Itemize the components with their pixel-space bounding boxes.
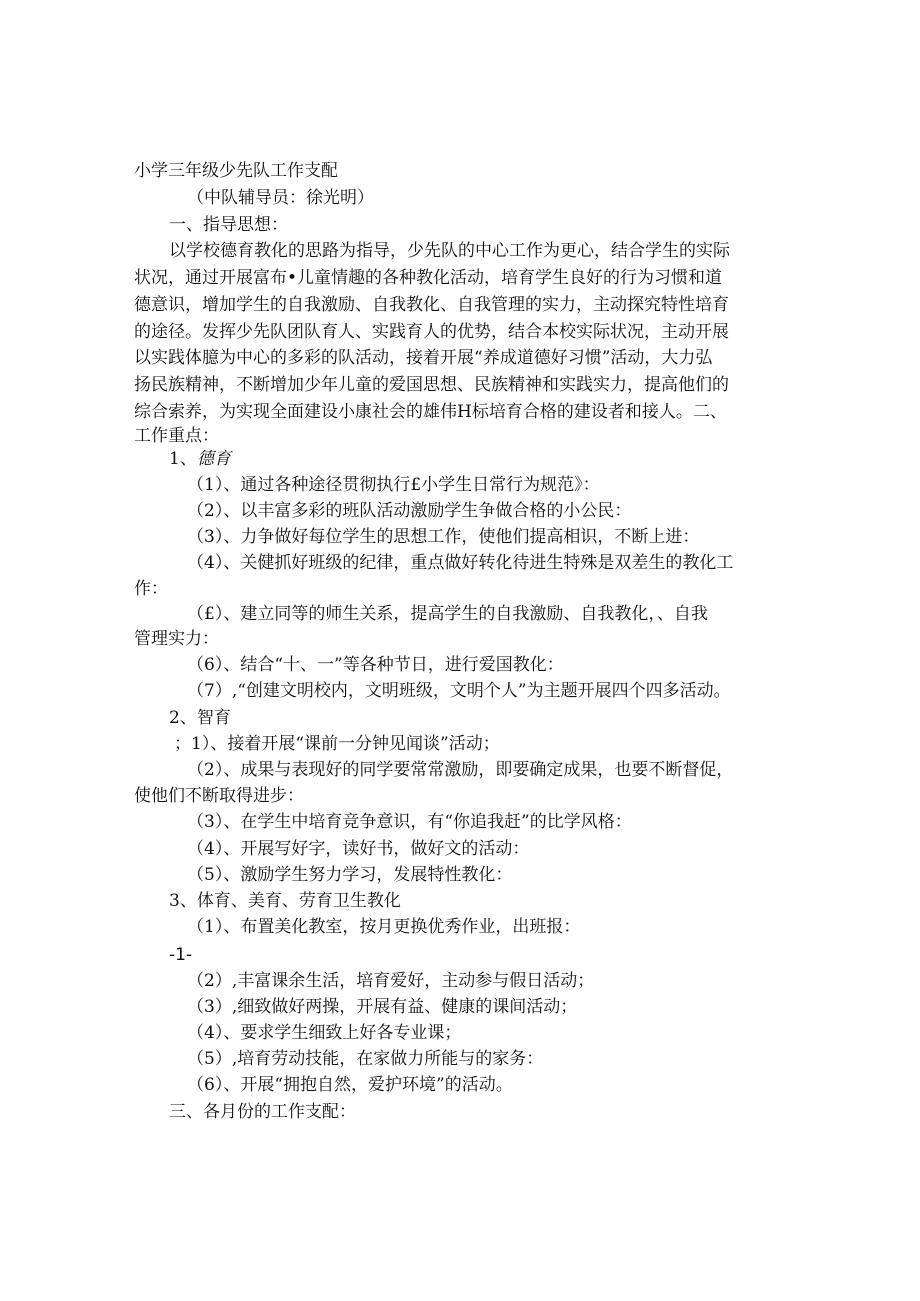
paragraph-line: 扬民族精神，不断增加少年儿童的爱国思想、民族精神和实践实力，提高他们的: [134, 375, 729, 395]
author-line: （中队辅导员：徐光明）: [187, 188, 374, 208]
moral-heading: [169, 448, 231, 470]
paragraph-line: 工作重点：: [134, 426, 219, 446]
list-item: （7）,“创建文明校内，文明班级，文明个人”为主题开展四个四多活动。: [187, 681, 731, 701]
paragraph-line: 的途径。发挥少先队团队育人、实践育人的优势，结合本校实际状况，主动开展: [134, 322, 729, 342]
intellect-heading: 2、智育: [169, 708, 231, 728]
list-item: （6）、开展“拥抱自然，爱护环境”的活动。: [187, 1075, 513, 1095]
list-item: （3）、力争做好每位学生的思想工作，使他们提高相识，不断上进：: [187, 527, 700, 547]
list-item-continuation: 管理实力：: [134, 629, 219, 649]
page-number: -1-: [169, 945, 193, 965]
list-item: （£）、建立同等的师生关系，提高学生的自我激励、自我教化，、自我: [187, 604, 708, 624]
list-item: （4）、开展写好字，读好书，做好文的活动：: [187, 839, 530, 859]
paragraph-line: 状况，通过开展富布•儿童情趣的各种教化活动，培育学生良好的行为习惯和道: [134, 268, 723, 288]
list-item: （2）、以丰富多彩的班队活动激励学生争做合格的小公民：: [187, 501, 632, 521]
paragraph-line: 德意识，增加学生的自我激励、自我教化、自我管理的实力，主动探究特性培育: [134, 295, 729, 315]
paragraph-line: 以学校德育教化的思路为指导，少先队的中心工作为更心，结合学生的实际: [169, 241, 730, 261]
document-title: 小学三年级少先队工作支配: [134, 161, 338, 181]
moral-heading-text: 德育: [196, 449, 231, 469]
list-item: （1）、布置美化教室，按月更换优秀作业，出班报：: [187, 917, 581, 937]
paragraph-line: 以实践体臆为中心的多彩的队活动，接着开展“养成道德好习惯”活动，大力弘: [134, 348, 713, 368]
list-item: （3）,细致做好两操，开展有益、健康的课间活动；: [187, 997, 578, 1017]
list-item: （2）、成果与表现好的同学要常常激励，即要确定成果，也要不断督促，: [187, 760, 734, 780]
list-item: （1）、通过各种途径贯彻执行£小学生日常行为规范》：: [187, 475, 600, 495]
list-item: （4）、要求学生细致上好各专业课；: [187, 1023, 462, 1043]
list-item: （2）,丰富课余生活，培育爱好，主动参与假日活动；: [187, 971, 595, 991]
list-item-continuation: 使他们不断取得进步：: [134, 786, 304, 806]
list-item: ；1）、接着开展“课前一分钟见闻谈”活动；: [174, 734, 500, 754]
list-item: （3）、在学生中培育竞争意识，有“你追我赶”的比学风格：: [187, 812, 632, 832]
list-item: （4）、关健抓好班级的纪律，重点做好转化待进生特殊是双差生的教化工: [187, 553, 734, 573]
list-item: （5）,培育劳动技能，在家做力所能与的家务：: [187, 1049, 544, 1069]
moral-heading-number: 1、: [169, 449, 197, 469]
list-item: （6）、结合“十、一”等各种节日，进行爱国教化：: [187, 655, 564, 675]
section3-heading: 三、各月份的工作支配：: [169, 1102, 356, 1122]
paragraph-line: 综合索养，为实现全面建设小康社会的雄伟H标培育合格的建设者和接人。二、: [134, 402, 727, 422]
sports-heading: 3、体育、美育、劳育卫生教化: [169, 891, 401, 911]
list-item-continuation: 作：: [134, 579, 168, 599]
section1-heading: 一、指导思想：: [169, 215, 288, 235]
list-item: （5）、激励学生努力学习，发展特性教化：: [187, 865, 513, 885]
